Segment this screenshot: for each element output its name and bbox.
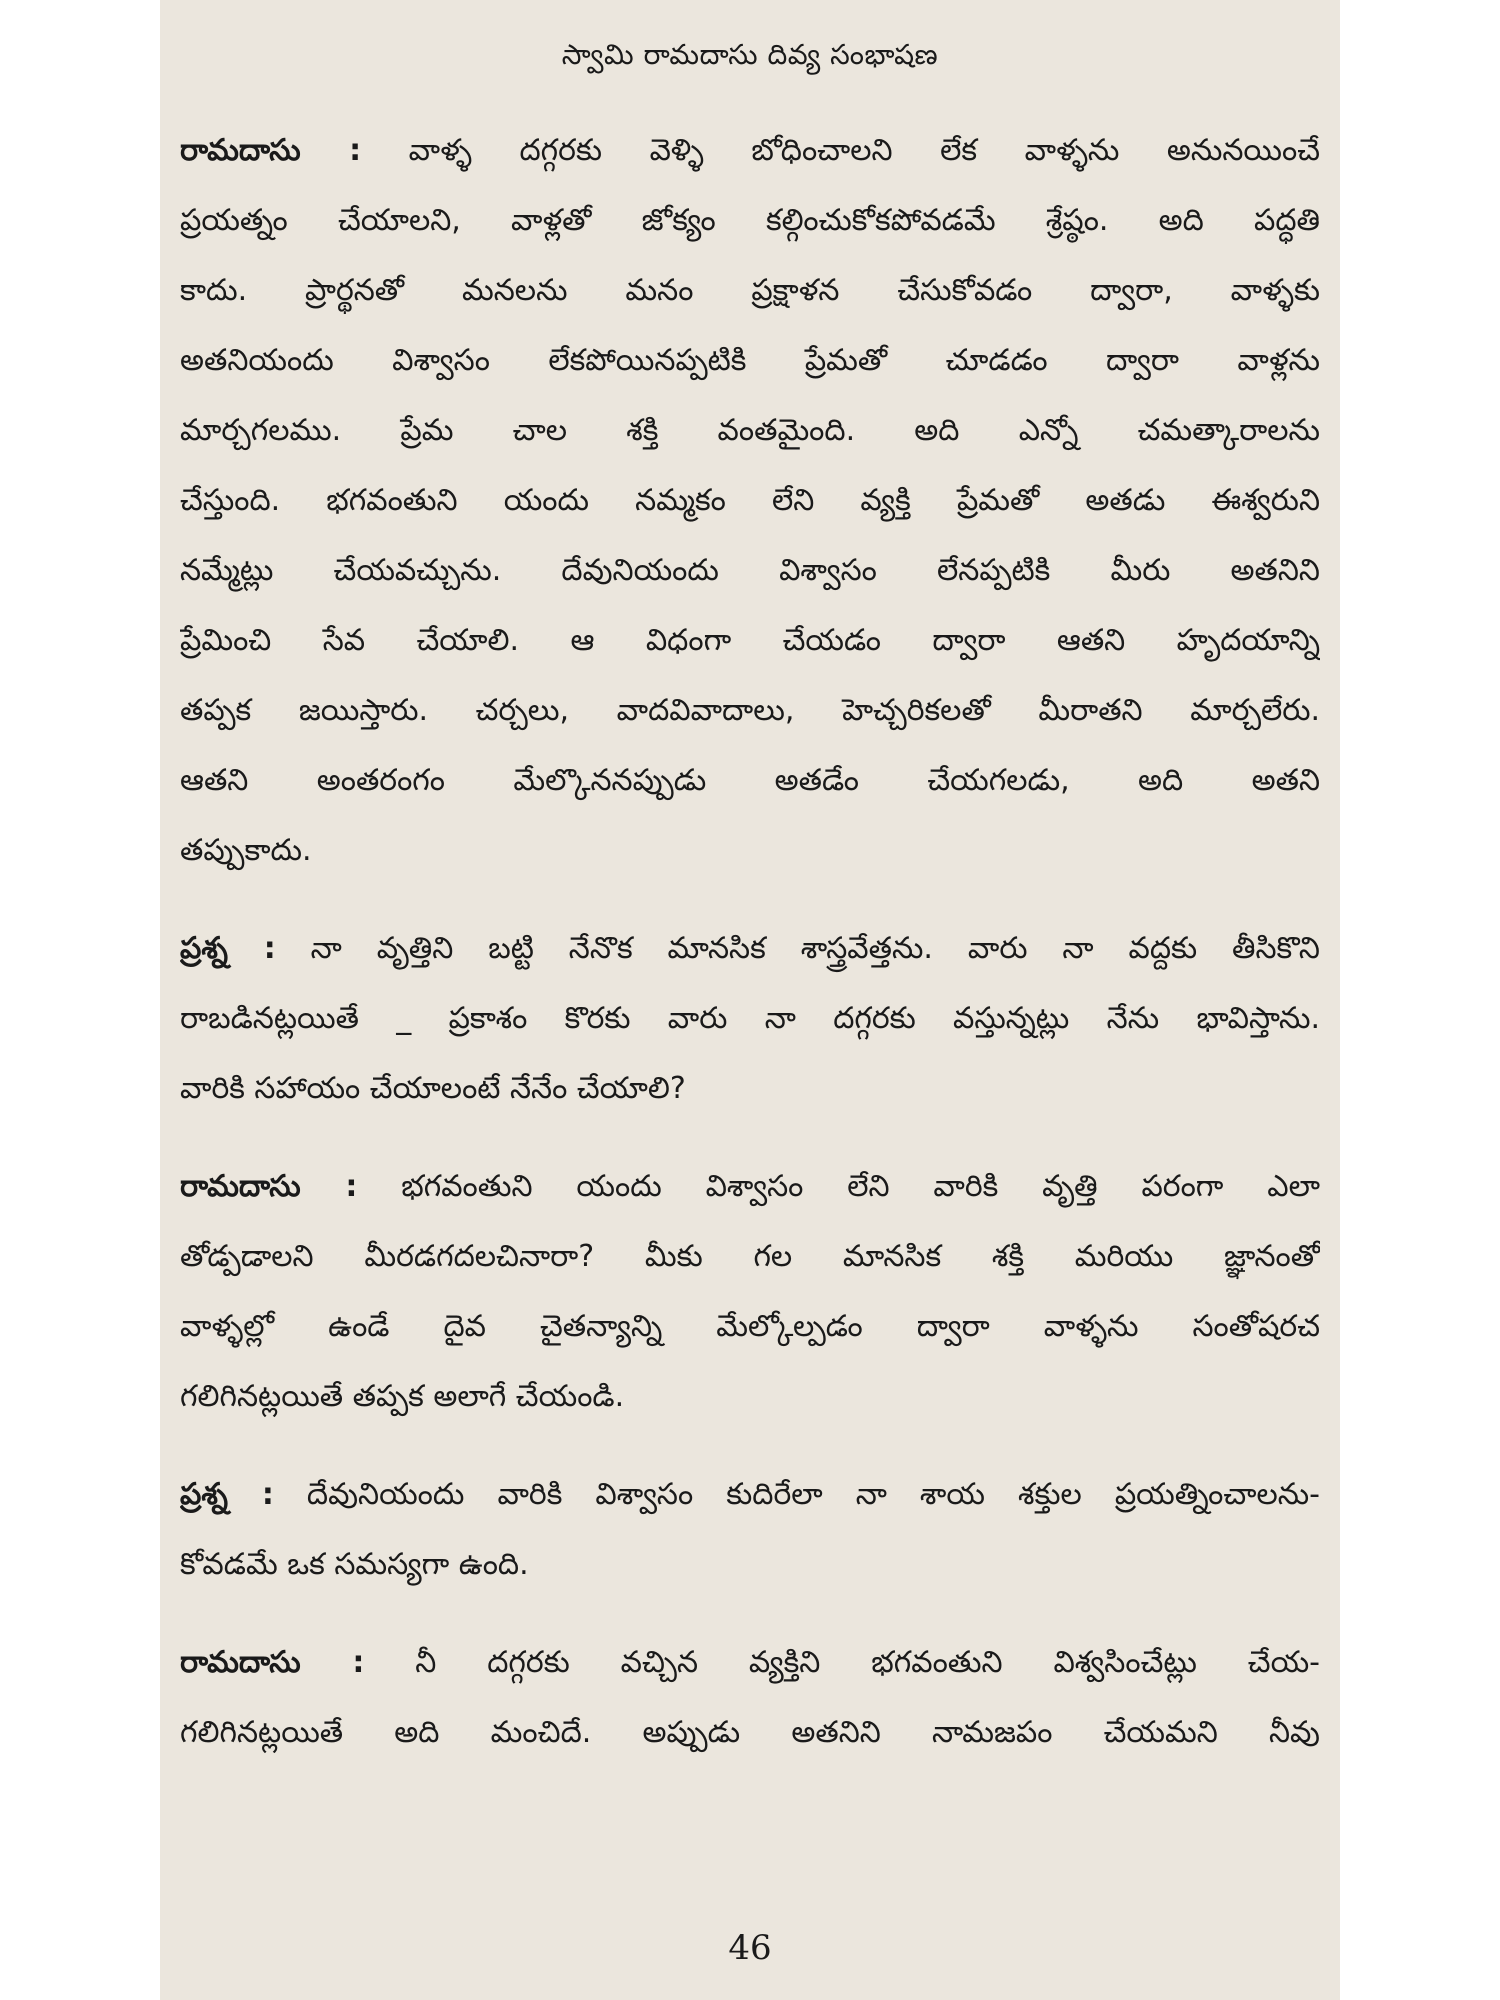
speaker-label: రామదాసు : xyxy=(180,1169,358,1204)
line-text: నా వృత్తిని బట్టి నేనొక మానసిక శాస్త్రవేత్తను. వారు నా వద్దకు తీసికొని xyxy=(275,931,1320,966)
running-head: స్వామి రామదాసు దివ్య సంభాషణ xyxy=(561,38,939,71)
text-line: గలిగినట్లయితే తప్పక అలాగే చేయండి. xyxy=(180,1379,625,1414)
text-line xyxy=(180,1152,1320,1222)
paragraph xyxy=(180,914,1320,1124)
line-text: భగవంతుని యందు విశ్వాసం లేని వారికి వృత్తి పరంగా ఎలా xyxy=(357,1169,1320,1204)
speaker-label: రామదాసు : xyxy=(180,1645,365,1680)
line-text: నీ దగ్గరకు వచ్చిన వ్యక్తిని భగవంతుని విశ్వసించేట్లు చేయ- xyxy=(364,1645,1320,1680)
paragraph xyxy=(180,1460,1320,1600)
text-line: కోవడమే ఒక సమస్యగా ఉంది. xyxy=(180,1547,529,1582)
text-line xyxy=(180,1460,1320,1530)
text-line: నమ్మేట్లు చేయవచ్చును. దేవునియందు విశ్వాసం లేనప్పటికి మీరు అతనిని xyxy=(180,553,1320,588)
text-line: వారికి సహాయం చేయాలంటే నేనేం చేయాలి? xyxy=(180,1071,686,1106)
paragraph xyxy=(180,116,1320,886)
text-line xyxy=(180,116,1320,186)
text-line: తప్పక జయిస్తారు. చర్చలు, వాదవివాదాలు, హెచ్చరికలతో మీరాతని మార్చలేరు. xyxy=(180,693,1320,728)
text-line: తప్పుకాదు. xyxy=(180,833,312,868)
text-line: వాళ్ళల్లో ఉండే దైవ చైతన్యాన్ని మేల్కోల్పడం ద్వారా వాళ్ళను సంతోషరచ xyxy=(180,1309,1320,1344)
text-line: అతనియందు విశ్వాసం లేకపోయినప్పటికి ప్రేమతో చూడడం ద్వారా వాళ్లను xyxy=(180,343,1320,378)
speaker-label: ప్రశ్న : xyxy=(180,1477,274,1512)
speaker-label: రామదాసు : xyxy=(180,133,362,168)
paragraph xyxy=(180,1152,1320,1432)
text-line: కాదు. ప్రార్థనతో మనలను మనం ప్రక్షాళన చేసుకోవడం ద్వారా, వాళ్ళకు xyxy=(180,273,1320,308)
text-line: ప్రేమించి సేవ చేయాలి. ఆ విధంగా చేయడం ద్వారా ఆతని హృదయాన్ని xyxy=(180,623,1320,658)
text-line: ఆతని అంతరంగం మేల్కొననప్పుడు అతడేం చేయగలడు, అది అతని xyxy=(180,763,1320,798)
page-body xyxy=(180,116,1320,1796)
text-line: తోడ్పడాలని మీరడగదలచినారా? మీకు గల మానసిక శక్తి మరియు జ్ఞానంతో xyxy=(180,1239,1320,1274)
line-text: వాళ్ళ దగ్గరకు వెళ్ళి బోధించాలని లేక వాళ్ళను అనునయించే xyxy=(361,133,1320,168)
page-number: 46 xyxy=(728,1928,772,1968)
paragraph xyxy=(180,1628,1320,1768)
text-line: రాబడినట్లయితే _ ప్రకాశం కొరకు వారు నా దగ్గరకు వస్తున్నట్లు నేను భావిస్తాను. xyxy=(180,1001,1320,1036)
text-line: మార్చగలము. ప్రేమ చాల శక్తి వంతమైంది. అది ఎన్నో చమత్కారాలను xyxy=(180,413,1320,448)
text-line xyxy=(180,1628,1320,1698)
text-line: చేస్తుంది. భగవంతుని యందు నమ్మకం లేని వ్యక్తి ప్రేమతో అతడు ఈశ్వరుని xyxy=(180,483,1320,518)
text-line xyxy=(180,914,1320,984)
speaker-label: ప్రశ్న : xyxy=(180,931,276,966)
text-line: ప్రయత్నం చేయాలని, వాళ్లతో జోక్యం కల్గించుకోకపోవడమే శ్రేష్ఠం. అది పద్ధతి xyxy=(180,203,1320,238)
book-page xyxy=(160,0,1340,2000)
line-text: దేవునియందు వారికి విశ్వాసం కుదిరేలా నా శాయ శక్తుల ప్రయత్నించాలను- xyxy=(273,1477,1320,1512)
text-line: గలిగినట్లయితే అది మంచిదే. అప్పుడు అతనిని నామజపం చేయమని నీవు xyxy=(180,1715,1320,1750)
